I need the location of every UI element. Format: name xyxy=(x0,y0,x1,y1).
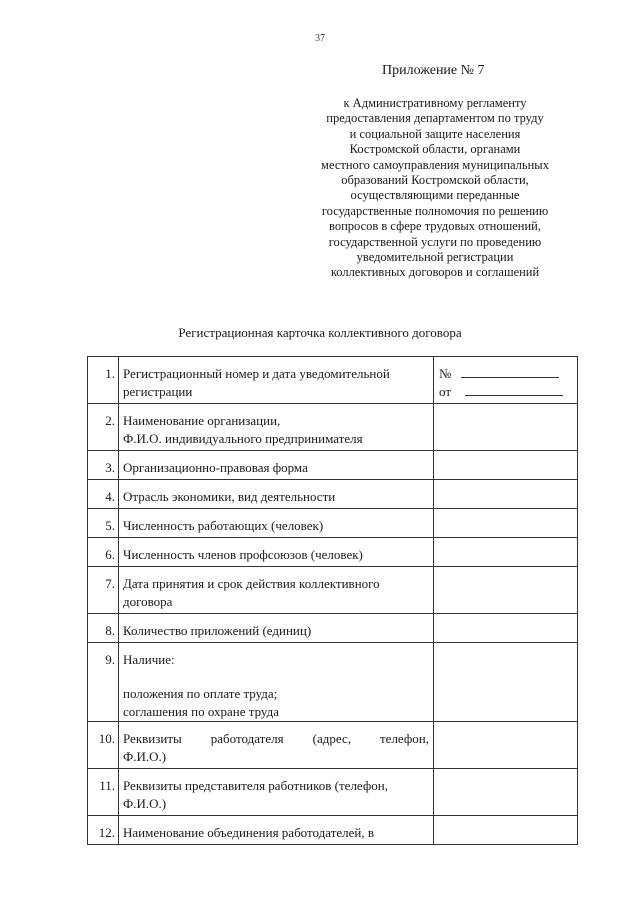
table-row xyxy=(88,722,578,769)
row-value xyxy=(434,614,578,643)
row-label-line: Количество приложений (единиц) xyxy=(123,623,312,638)
row-value xyxy=(434,404,578,451)
appendix-subtitle-line: предоставления департаментом по труду xyxy=(326,111,544,126)
appendix-subtitle-line: к Административному регламенту xyxy=(343,96,527,110)
appendix-title: Приложение № 7 xyxy=(382,63,485,78)
registration-date-field: от xyxy=(439,383,571,401)
row-label-line: Организационно-правовая форма xyxy=(123,460,308,475)
appendix-subtitle-line: вопросов в сфере трудовых отношений, xyxy=(329,219,541,234)
blank-line xyxy=(461,365,559,378)
row-label xyxy=(119,509,434,538)
appendix-subtitle-line: коллективных договоров и соглашений xyxy=(330,265,540,280)
row-label-line: Численность членов профсоюзов (человек) xyxy=(123,547,363,562)
appendix-subtitle-line: образований Костромской области, xyxy=(341,173,529,188)
table-row xyxy=(88,509,578,538)
row-label xyxy=(119,567,434,614)
row-number: 3. xyxy=(88,451,119,480)
row-number: 8. xyxy=(88,614,119,643)
row-value xyxy=(434,480,578,509)
row-value xyxy=(434,538,578,567)
table-row xyxy=(88,567,578,614)
row-sub-line: положения по оплате труда; xyxy=(123,686,278,701)
row-value xyxy=(434,816,578,845)
blank-line xyxy=(465,383,563,396)
row-label-line: регистрации xyxy=(123,384,193,399)
row-number: 12. xyxy=(88,816,119,845)
row-number: 1. xyxy=(88,357,119,404)
row-number: 7. xyxy=(88,567,119,614)
table-row xyxy=(88,404,578,451)
row-label-line: Ф.И.О.) xyxy=(123,796,167,811)
row-label-line: договора xyxy=(123,594,173,609)
appendix-subtitle-line: осуществляющими переданные xyxy=(350,188,520,203)
appendix-subtitle-line: Костромской области, органами xyxy=(349,142,521,157)
appendix-subtitle xyxy=(290,96,580,281)
registration-number-field: № xyxy=(439,365,571,383)
row-label-line: Ф.И.О. индивидуального предпринимателя xyxy=(123,431,363,446)
row-label-line: Регистрационный номер и дата уведомительной xyxy=(123,366,390,381)
row-label xyxy=(119,538,434,567)
appendix-subtitle-line: государственные полномочия по решению xyxy=(321,203,549,218)
document-heading: Регистрационная карточка коллективного договора xyxy=(178,325,462,340)
row-value xyxy=(434,567,578,614)
row-value xyxy=(434,357,578,404)
appendix-subtitle-line: местного самоуправления муниципальных xyxy=(321,157,549,172)
row-label xyxy=(119,722,434,769)
row-label xyxy=(119,614,434,643)
row-label xyxy=(119,404,434,451)
row-number: 2. xyxy=(88,404,119,451)
row-label-line: Численность работающих (человек) xyxy=(123,518,324,533)
appendix-subtitle-line: государственной услуги по проведению xyxy=(328,234,542,249)
appendix-subtitle-line: уведомительной регистрации xyxy=(356,250,514,265)
table-row xyxy=(88,816,578,845)
table-row xyxy=(88,643,578,722)
table-row xyxy=(88,357,578,404)
row-label-line: Наименование организации, xyxy=(123,413,281,428)
row-label-line: Реквизиты работодателя (адрес, телефон, xyxy=(123,731,429,746)
row-label-line: Ф.И.О.) xyxy=(123,749,167,764)
row-label xyxy=(119,816,434,845)
row-number: 11. xyxy=(88,769,119,816)
registration-card-table xyxy=(87,356,578,845)
page-number: 37 xyxy=(315,33,325,44)
row-label xyxy=(119,643,434,722)
row-label xyxy=(119,769,434,816)
row-number: 9. xyxy=(88,643,119,722)
row-number: 5. xyxy=(88,509,119,538)
row-label-line: Наличие: xyxy=(123,652,175,667)
row-number: 6. xyxy=(88,538,119,567)
appendix-subtitle-line: и социальной защите населения xyxy=(349,126,521,141)
row-number: 10. xyxy=(88,722,119,769)
row-label xyxy=(119,480,434,509)
row-value xyxy=(434,722,578,769)
row-value xyxy=(434,509,578,538)
row-sub-line: соглашения по охране труда xyxy=(123,704,279,719)
row-number: 4. xyxy=(88,480,119,509)
row-value xyxy=(434,769,578,816)
row-label-line: Дата принятия и срок действия коллективного xyxy=(123,576,380,591)
row-value xyxy=(434,451,578,480)
row-value xyxy=(434,643,578,722)
table-row xyxy=(88,614,578,643)
row-label xyxy=(119,451,434,480)
row-label-line: Наименование объединения работодателей, в xyxy=(123,825,374,840)
table-row xyxy=(88,480,578,509)
row-label-line: Реквизиты представителя работников (телефон, xyxy=(123,778,388,793)
table-row xyxy=(88,451,578,480)
row-label-line: Отрасль экономики, вид деятельности xyxy=(123,489,336,504)
table-row xyxy=(88,769,578,816)
row-label xyxy=(119,357,434,404)
table-row xyxy=(88,538,578,567)
